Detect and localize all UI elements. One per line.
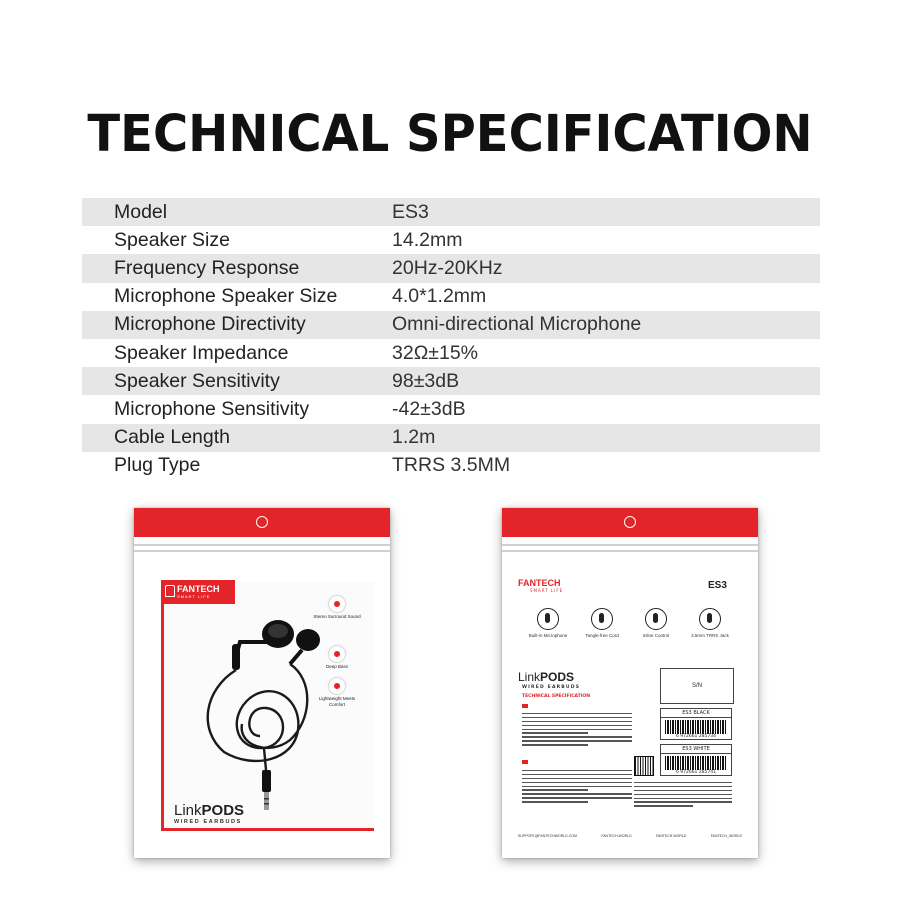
- inline-control-icon: [232, 644, 240, 670]
- inline-control-icon: [645, 608, 667, 630]
- spec-heading: TECHNICAL SPECIFICATION: [522, 694, 590, 699]
- product-name: [174, 802, 244, 819]
- spec-value: 14.2mm: [392, 228, 463, 251]
- feature-tangle-free: [580, 608, 624, 639]
- zip-seal: [134, 550, 390, 552]
- barcode-label: ES3 BLACK: [661, 709, 731, 718]
- feature-stereo: [312, 596, 362, 620]
- product-subtitle: WIRED EARBUDS: [174, 819, 242, 825]
- feature-inline-control: [634, 608, 678, 639]
- spec-value: 1.2m: [392, 426, 436, 449]
- spec-label: Microphone Directivity: [114, 313, 306, 336]
- package-header-band: [502, 508, 758, 537]
- feature-bass: [312, 646, 362, 670]
- fine-print-specs: [522, 770, 632, 805]
- product-name-bold: PODS: [201, 802, 245, 819]
- barcode-label: ES3 WHITE: [661, 745, 731, 754]
- product-name: [518, 670, 574, 684]
- spec-row: [82, 226, 820, 254]
- spec-label: Plug Type: [114, 454, 201, 477]
- product-subtitle: WIRED EARBUDS: [522, 685, 581, 690]
- spec-row: [82, 283, 820, 311]
- feature-microphone: [526, 608, 570, 639]
- footer-twitter: FANTECH.WORLD: [655, 834, 687, 838]
- qr-code-icon: [634, 756, 654, 776]
- jack-icon: [262, 770, 271, 792]
- hang-hole-icon: [624, 516, 636, 528]
- page-title: TECHNICAL SPECIFICATION: [87, 104, 813, 164]
- product-name-bold: PODS: [540, 670, 575, 684]
- spec-row: [82, 424, 820, 452]
- feature-jack: [688, 608, 732, 639]
- feature-label: Lightweight Meets Comfort: [318, 696, 356, 707]
- hang-hole-icon: [256, 516, 268, 528]
- fantech-logo-icon: [165, 585, 175, 597]
- feather-icon: [329, 678, 345, 694]
- package-back-image: [502, 508, 758, 858]
- product-name-light: Link: [518, 670, 541, 684]
- feature-lightweight: [312, 678, 362, 707]
- footer-email: SUPPORT@FANTECHWORLD.COM: [518, 834, 577, 838]
- spec-row: [82, 395, 820, 423]
- flag-icon: [522, 760, 528, 764]
- spec-row: [82, 198, 820, 226]
- microphone-icon: [537, 608, 559, 630]
- zip-seal: [502, 544, 758, 546]
- spec-table: [82, 198, 820, 480]
- footer-facebook: FANTECH.WORLD: [601, 834, 632, 838]
- zip-seal: [134, 544, 390, 546]
- spec-row: [82, 254, 820, 282]
- fine-print-specs: [522, 713, 632, 748]
- spec-label: Model: [114, 200, 168, 223]
- spec-label: Microphone Sensitivity: [114, 397, 310, 420]
- spec-value: TRRS 3.5MM: [392, 454, 511, 477]
- serial-number-box: S/N: [660, 668, 734, 704]
- model-label: ES3: [708, 580, 727, 591]
- feature-label: Stereo Surround Sound: [313, 614, 361, 619]
- feature-label: 3.5mm TRRS Jack: [691, 633, 729, 638]
- spec-label: Speaker Impedance: [114, 341, 289, 364]
- barcode-number: 6 972661 285734: [675, 734, 717, 739]
- zip-seal: [502, 550, 758, 552]
- feature-label: Inline Control: [642, 633, 670, 638]
- barcode-icon: [665, 720, 727, 734]
- spec-value: ES3: [392, 200, 429, 223]
- package-front-image: [134, 508, 390, 858]
- flag-icon: [522, 704, 528, 708]
- brand-tagline: SMART LIFE: [177, 594, 211, 599]
- spec-value: 98±3dB: [392, 369, 460, 392]
- spec-label: Speaker Size: [114, 228, 230, 251]
- spec-value: 20Hz-20KHz: [392, 256, 503, 279]
- jack-icon: [699, 608, 721, 630]
- brand-logo: [161, 580, 235, 604]
- speaker-icon: [329, 596, 345, 612]
- package-footer: [518, 834, 742, 838]
- spec-value: Omni-directional Microphone: [392, 313, 642, 336]
- package-header-band: [134, 508, 390, 537]
- spec-label: Microphone Speaker Size: [114, 285, 338, 308]
- spec-row: [82, 339, 820, 367]
- barcode-black: [660, 708, 732, 740]
- spec-row: [82, 452, 820, 480]
- spec-value: -42±3dB: [392, 397, 466, 420]
- fine-print-legal: [634, 782, 732, 809]
- product-name-light: Link: [174, 802, 202, 819]
- spec-row: [82, 367, 820, 395]
- spec-value: 32Ω±15%: [392, 341, 478, 364]
- tangle-free-icon: [591, 608, 613, 630]
- barcode-number: 6 972661 285741: [675, 770, 717, 775]
- footer-instagram: FANTECH_WORLD: [710, 834, 742, 838]
- feature-label: Built-in Microphone: [528, 633, 568, 638]
- brand-tagline: SMART LIFE: [530, 588, 564, 593]
- brand-name: FANTECH: [518, 578, 561, 588]
- feature-label: Tangle-free Cord: [585, 633, 619, 638]
- barcode-white: [660, 744, 732, 776]
- brand-name: FANTECH: [177, 584, 220, 594]
- spec-label: Frequency Response: [114, 256, 300, 279]
- spec-value: 4.0*1.2mm: [392, 285, 487, 308]
- bass-icon: [329, 646, 345, 662]
- spec-label: Speaker Sensitivity: [114, 369, 280, 392]
- spec-row: [82, 311, 820, 339]
- barcode-icon: [665, 756, 727, 770]
- feature-label: Deep Bass: [325, 664, 348, 669]
- spec-label: Cable Length: [114, 426, 231, 449]
